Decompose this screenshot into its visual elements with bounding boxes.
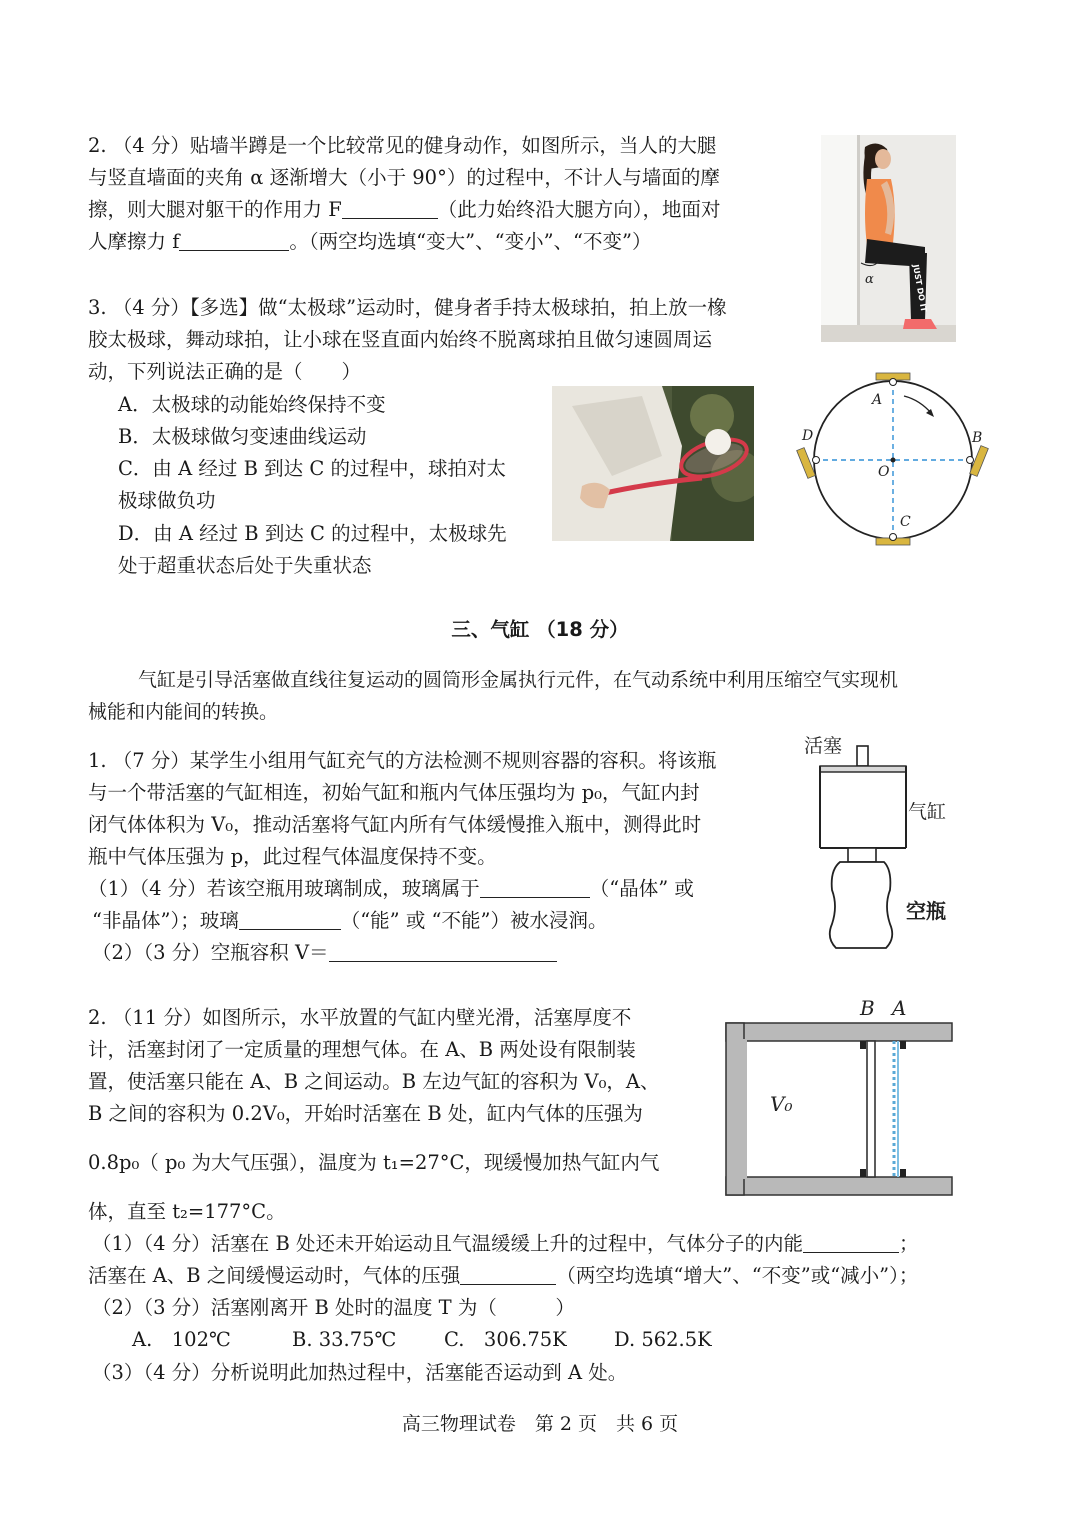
s3q2-option-b: B. 33.75℃ bbox=[292, 1328, 397, 1351]
diagram-label-c: C bbox=[900, 514, 911, 530]
s3q1-sub1-text-2: “非晶体”）；玻璃 bbox=[92, 909, 239, 932]
s3q1-sub1-tail: （“晶体” 或 bbox=[589, 877, 694, 900]
label-b: B bbox=[860, 996, 875, 1020]
q3-option-d-cont: 处于超重状态后处于失重状态 bbox=[118, 554, 372, 577]
s3q2-sub1-text-2: 活塞在 A、B 之间缓慢运动时，气体的压强 bbox=[88, 1264, 461, 1287]
angle-label: α bbox=[865, 272, 874, 287]
s3q1-sub1-line-1 bbox=[88, 873, 694, 905]
q2-line-4-tail: 。（两空均选填“变大”、“变小”、“不变”） bbox=[289, 230, 652, 253]
s3q1-sub2 bbox=[92, 937, 557, 969]
label-bottle: 空瓶 bbox=[906, 899, 946, 923]
taiji-ball-photo bbox=[552, 386, 754, 541]
s3q2-sub3: （3）（4 分）分析说明此加热过程中，活塞能否运动到 A 处。 bbox=[92, 1361, 628, 1384]
s3q1-sub2-text: （2）（3 分）空瓶容积 V＝ bbox=[92, 941, 329, 964]
answer-blank-crystal[interactable] bbox=[480, 877, 590, 898]
answer-blank-volume[interactable] bbox=[329, 941, 557, 962]
label-cylinder: 气缸 bbox=[908, 801, 947, 823]
q3-line-3: 动，下列说法正确的是（ ） bbox=[88, 360, 362, 383]
wall-squat-photo bbox=[821, 135, 956, 342]
diagram-label-b: B bbox=[972, 430, 983, 446]
answer-blank-pressure[interactable] bbox=[460, 1264, 556, 1285]
q2-line-3-tail: （此力始终沿大腿方向），地面对 bbox=[437, 198, 721, 221]
s3q2-line-2: 计，活塞封闭了一定质量的理想气体。在 A、B 两处设有限制装 bbox=[88, 1038, 636, 1061]
q3-line-1: 3. （4 分）【多选】做“太极球”运动时，健身者手持太极球拍，拍上放一橡 bbox=[88, 296, 727, 319]
label-v0: V₀ bbox=[770, 1092, 793, 1116]
label-a: A bbox=[892, 996, 907, 1020]
diagram-label-a: A bbox=[872, 392, 883, 408]
q3-option-d: D．由 A 经过 B 到达 C 的过程中，太极球先 bbox=[118, 522, 507, 545]
s3q2-sub1-line-1 bbox=[92, 1228, 919, 1260]
shirt-text: JUST DO IT bbox=[911, 263, 929, 313]
page-footer: 高三物理试卷 第 2 页 共 6 页 bbox=[401, 1413, 679, 1435]
s3q1-line-1: 1. （7 分）某学生小组用气缸充气的方法检测不规则容器的容积。将该瓶 bbox=[88, 749, 717, 772]
q3-option-b: B．太极球做匀变速曲线运动 bbox=[118, 425, 367, 448]
s3q2-line-6: 体，直至 t₂=177°C。 bbox=[88, 1200, 286, 1223]
s3q1-sub1-tail-2: （“能” 或 “不能”）被水浸润。 bbox=[340, 909, 608, 932]
s3q1-line-3: 闭气体体积为 V₀，推动活塞将气缸内所有气体缓慢推入瓶中，测得此时 bbox=[88, 813, 702, 836]
s3q2-line-3: 置，使活塞只能在 A、B 之间运动。B 左边气缸的容积为 V₀，A、 bbox=[88, 1070, 660, 1093]
answer-blank-wetting[interactable] bbox=[239, 909, 341, 930]
horizontal-cylinder-diagram bbox=[722, 995, 956, 1201]
q2-line-4 bbox=[88, 226, 652, 258]
diagram-label-d: D bbox=[802, 428, 814, 444]
q3-option-c-cont: 极球做负功 bbox=[118, 489, 216, 512]
s3q1-sub1-text: （1）（4 分）若该空瓶用玻璃制成，玻璃属于 bbox=[88, 877, 480, 900]
answer-blank-internal-energy[interactable] bbox=[803, 1232, 899, 1253]
s3q1-line-2: 与一个带活塞的气缸相连，初始气缸和瓶内气体压强均为 p₀，气缸内封 bbox=[88, 781, 700, 804]
s3q2-sub2: （2）（3 分）活塞刚离开 B 处时的温度 T 为（ ） bbox=[92, 1296, 575, 1319]
s3q2-sub1-text: （1）（4 分）活塞在 B 处还未开始运动且气温缓缓上升的过程中，气体分子的内能 bbox=[92, 1232, 803, 1255]
s3q1-line-4: 瓶中气体压强为 p，此过程气体温度保持不变。 bbox=[88, 845, 497, 868]
q3-option-c: C．由 A 经过 B 到达 C 的过程中，球拍对太 bbox=[118, 457, 506, 480]
q3-option-a: A．太极球的动能始终保持不变 bbox=[118, 393, 386, 416]
s3q2-line-1: 2. （11 分）如图所示，水平放置的气缸内壁光滑，活塞厚度不 bbox=[88, 1006, 632, 1029]
q2-line-3-text: 擦，则大腿对躯干的作用力 F bbox=[88, 198, 342, 221]
s3q2-line-5: 0.8p₀（ p₀ 为大气压强），温度为 t₁=27°C，现缓慢加热气缸内气 bbox=[88, 1151, 660, 1174]
answer-blank-force[interactable] bbox=[342, 198, 438, 219]
s3q2-line-4: B 之间的容积为 0.2V₀，开始时活塞在 B 处，缸内气体的压强为 bbox=[88, 1102, 643, 1125]
s3q2-option-d: D. 562.5K bbox=[614, 1328, 712, 1351]
s3q2-option-c: C. 306.75K bbox=[444, 1328, 567, 1351]
section-intro-2: 械能和内能间的转换。 bbox=[88, 701, 279, 723]
s3q1-sub1-line-2 bbox=[92, 905, 607, 937]
circular-motion-diagram bbox=[792, 370, 992, 550]
q3-line-2: 胶太极球，舞动球拍，让小球在竖直面内始终不脱离球拍且做匀速圆周运 bbox=[88, 328, 713, 351]
q2-line-2: 与竖直墙面的夹角 α 逐渐增大（小于 90°）的过程中，不计人与墙面的摩 bbox=[88, 166, 720, 189]
section-intro-1: 气缸是引导活塞做直线往复运动的圆筒形金属执行元件，在气动系统中利用压缩空气实现机 bbox=[138, 669, 899, 691]
section-title: 三、气缸 （18 分） bbox=[451, 618, 629, 641]
q2-line-3 bbox=[88, 194, 721, 226]
answer-blank-friction[interactable] bbox=[179, 230, 289, 251]
q2-line-1: 2. （4 分）贴墙半蹲是一个比较常见的健身动作，如图所示，当人的大腿 bbox=[88, 134, 717, 157]
s3q2-sub1-tail-2: （两空均选填“增大”、“不变”或“减小”）； bbox=[556, 1264, 919, 1287]
cylinder-bottle-diagram bbox=[800, 730, 990, 955]
s3q2-sub1-tail: ； bbox=[899, 1232, 919, 1255]
s3q2-sub1-line-2 bbox=[88, 1260, 918, 1292]
label-piston: 活塞 bbox=[804, 735, 843, 757]
q2-line-4-text: 人摩擦力 f bbox=[88, 230, 180, 253]
diagram-label-o: O bbox=[878, 464, 890, 480]
s3q2-option-a: A. 102℃ bbox=[132, 1328, 231, 1351]
